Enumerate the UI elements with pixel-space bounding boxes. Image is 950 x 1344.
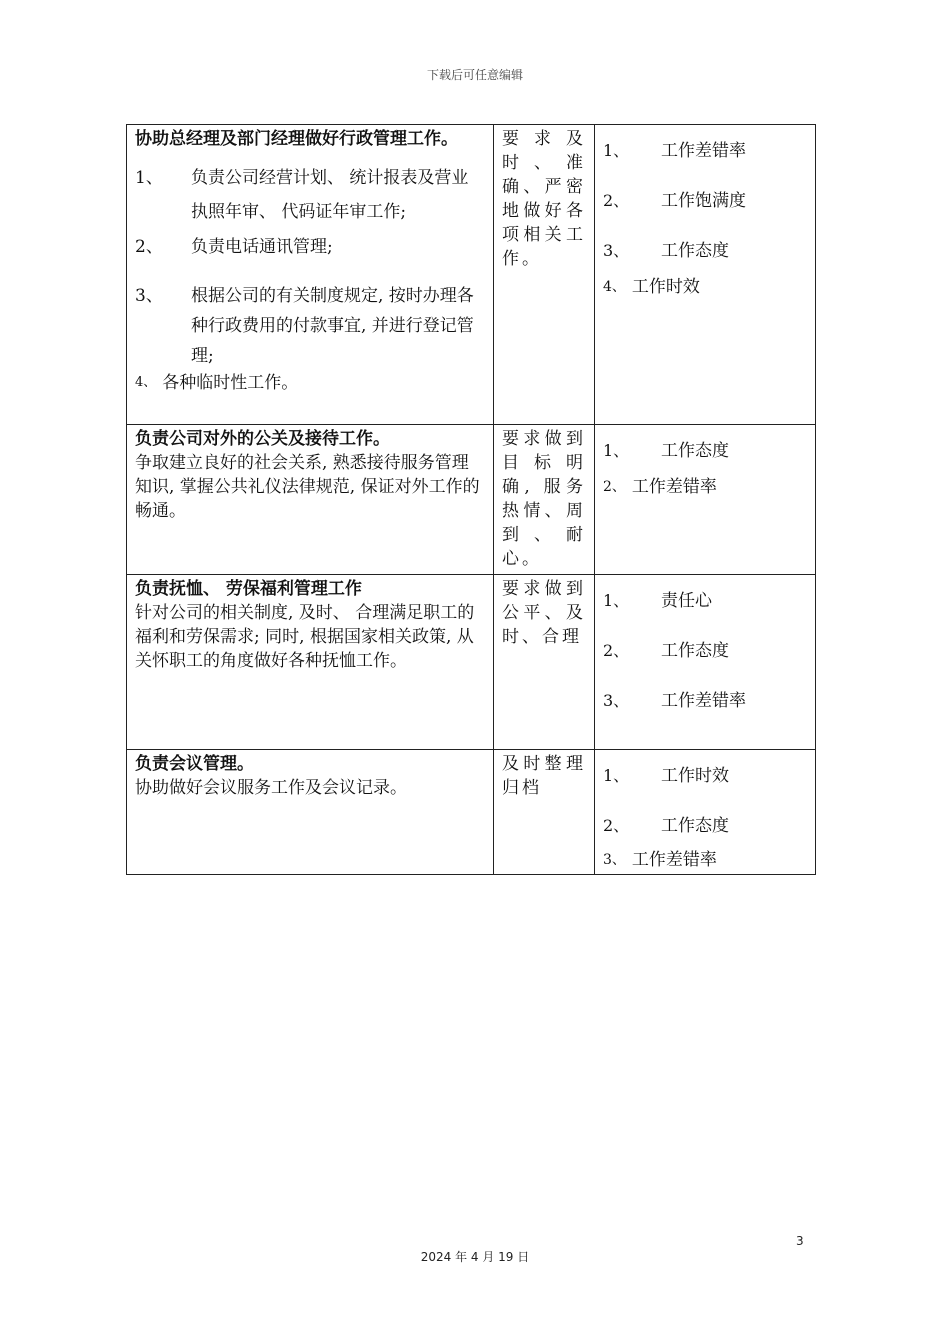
list-item (135, 235, 485, 259)
kpi-item (603, 189, 807, 213)
item-number: 3、 (135, 286, 163, 306)
standard-cell (494, 575, 595, 750)
kpi-number: 3、 (603, 852, 626, 868)
kpi-text: 工作态度 (661, 816, 729, 836)
kpi-item (603, 139, 807, 163)
kpi-text: 工作差错率 (631, 850, 717, 870)
duties-table (126, 124, 816, 875)
duty-description: 针对公司的相关制度, 及时、 合理满足职工的福利和劳保需求; 同时, 根据国家相关政策, 从关怀职工的角度做好各种抚恤工作。 (135, 603, 475, 671)
standard-text: 及时整理归档 (502, 754, 586, 798)
kpi-text: 工作差错率 (631, 477, 717, 497)
item-text: 负责公司经营计划、 统计报表及营业执照年审、 代码证年审工作; (191, 168, 469, 222)
duty-cell (127, 425, 494, 575)
kpi-text: 工作时效 (631, 277, 700, 297)
duty-cell (127, 125, 494, 425)
kpi-item (603, 848, 807, 872)
kpi-item (603, 814, 807, 838)
standard-text: 要求做到公平、及时、合理 (502, 579, 586, 647)
standard-cell (494, 125, 595, 425)
table-row (127, 425, 816, 575)
kpi-text: 责任心 (661, 591, 712, 611)
kpi-item (603, 689, 807, 713)
duty-description: 协助做好会议服务工作及会议记录。 (135, 778, 407, 798)
item-text: 根据公司的有关制度规定, 按时办理各种行政费用的付款事宜, 并进行登记管理; (191, 286, 474, 366)
kpi-number: 2、 (603, 641, 630, 660)
kpi-item (603, 275, 807, 299)
kpi-item (603, 764, 807, 788)
kpi-cell (595, 750, 816, 875)
kpi-number: 4、 (603, 279, 626, 295)
kpi-item (603, 639, 807, 663)
list-item (135, 371, 485, 395)
kpi-number: 1、 (603, 591, 630, 610)
duty-cell (127, 750, 494, 875)
duty-title: 负责公司对外的公关及接待工作。 (135, 429, 390, 449)
kpi-cell (595, 425, 816, 575)
standard-cell (494, 425, 595, 575)
kpi-text: 工作差错率 (661, 141, 746, 161)
duty-title: 协助总经理及部门经理做好行政管理工作。 (135, 129, 458, 149)
item-text: 各种临时性工作。 (162, 373, 299, 393)
page-header: 下载后可任意编辑 (426, 68, 523, 82)
kpi-item (603, 439, 807, 463)
kpi-item (603, 239, 807, 263)
kpi-number: 2、 (603, 191, 630, 210)
kpi-number: 3、 (603, 691, 630, 710)
list-item (135, 281, 485, 371)
duty-title: 负责会议管理。 (135, 754, 254, 774)
table-row (127, 750, 816, 875)
kpi-cell (595, 125, 816, 425)
kpi-text: 工作差错率 (661, 691, 746, 711)
kpi-cell (595, 575, 816, 750)
table-row (127, 125, 816, 425)
item-number: 4、 (135, 375, 157, 390)
kpi-number: 2、 (603, 816, 630, 835)
list-item (135, 161, 485, 229)
kpi-number: 2、 (603, 479, 626, 495)
kpi-number: 1、 (603, 766, 630, 785)
duty-title: 负责抚恤、 劳保福利管理工作 (135, 579, 362, 599)
kpi-text: 工作态度 (661, 241, 729, 261)
kpi-number: 1、 (603, 441, 630, 460)
footer-date: 2024 年 4 月 19 日 (420, 1250, 530, 1264)
kpi-text: 工作饱满度 (661, 191, 746, 211)
kpi-item (603, 475, 807, 499)
kpi-number: 1、 (603, 141, 630, 160)
kpi-number: 3、 (603, 241, 630, 260)
item-number: 1、 (135, 168, 163, 188)
kpi-item (603, 589, 807, 613)
item-text: 负责电话通讯管理; (191, 237, 333, 257)
kpi-text: 工作态度 (661, 641, 729, 661)
page-number: 3 (796, 1234, 804, 1248)
standard-text: 要求做到目标明确, 服务热情、周到、耐心。 (502, 429, 586, 569)
kpi-text: 工作时效 (661, 766, 729, 786)
table-row (127, 575, 816, 750)
duty-description: 争取建立良好的社会关系, 熟悉接待服务管理知识, 掌握公共礼仪法律规范, 保证对外工作的畅通。 (135, 453, 480, 521)
duty-cell (127, 575, 494, 750)
kpi-text: 工作态度 (661, 441, 729, 461)
standard-cell (494, 750, 595, 875)
standard-text: 要求及时、准确、严密地做好各项相关工作。 (502, 129, 586, 269)
item-number: 2、 (135, 237, 163, 257)
